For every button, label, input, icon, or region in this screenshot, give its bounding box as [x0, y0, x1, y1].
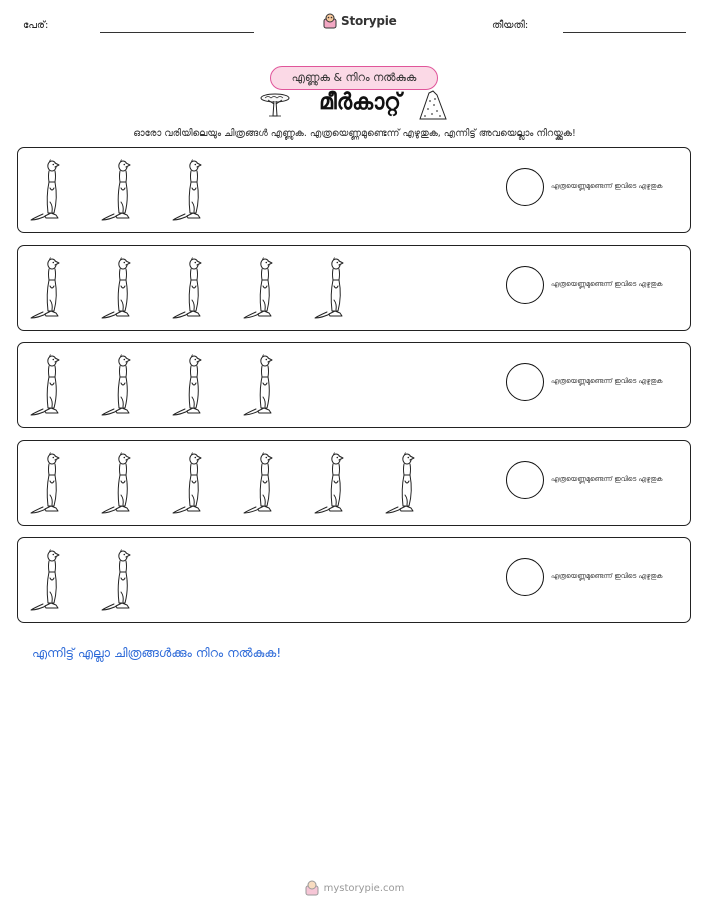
meerkat-icon — [99, 349, 170, 419]
meerkat-group — [28, 447, 454, 521]
brand-name: Storypie — [341, 14, 397, 28]
answer-hint: എത്രയെണ്ണമുണ്ടെന്ന് ഇവിടെ എഴുതുക — [551, 280, 663, 288]
answer-hint: എത്രയെണ്ണമുണ്ടെന്ന് ഇവിടെ എഴുതുക — [551, 475, 663, 483]
count-row-2 — [17, 245, 691, 331]
answer-hint: എത്രയെണ്ണമുണ്ടെന്ന് ഇവിടെ എഴുതുക — [551, 572, 663, 580]
meerkat-icon — [312, 252, 383, 322]
meerkat-group — [28, 252, 383, 326]
meerkat-icon — [28, 154, 99, 224]
meerkat-icon — [241, 447, 312, 517]
answer-circle[interactable] — [506, 266, 544, 304]
count-row-4 — [17, 440, 691, 526]
instructions: ഓരോ വരിയിലെയും ചിത്രങ്ങൾ എണ്ണുക. എത്രയെണ്ണമുണ്ടെന്ന് എഴുതുക, എന്നിട്ട് അവയെല്ലാം നിറയ്ക്കുക! — [133, 128, 576, 139]
meerkat-icon — [241, 252, 312, 322]
date-write-line[interactable] — [563, 32, 686, 33]
answer-circle[interactable] — [506, 558, 544, 596]
footer-url[interactable]: mystorypie.com — [323, 882, 405, 894]
count-row-5 — [17, 537, 691, 623]
meerkat-icon — [170, 447, 241, 517]
meerkat-group — [28, 154, 241, 228]
meerkat-icon — [312, 447, 383, 517]
answer-circle[interactable] — [506, 461, 544, 499]
meerkat-icon — [28, 252, 99, 322]
meerkat-icon — [28, 447, 99, 517]
brand — [323, 13, 397, 29]
storypie-logo-icon — [305, 880, 319, 896]
answer-circle[interactable] — [506, 168, 544, 206]
activity-badge: എണ്ണുക & നിറം നൽകുക — [270, 66, 438, 90]
meerkat-icon — [99, 252, 170, 322]
meerkat-icon — [241, 349, 312, 419]
answer-hint: എത്രയെണ്ണമുണ്ടെന്ന് ഇവിടെ എഴുതുക — [551, 377, 663, 385]
answer-circle[interactable] — [506, 363, 544, 401]
meerkat-group — [28, 349, 312, 423]
date-label: തീയതി: — [492, 20, 529, 31]
meerkat-icon — [383, 447, 454, 517]
meerkat-icon — [170, 252, 241, 322]
answer-hint: എത്രയെണ്ണമുണ്ടെന്ന് ഇവിടെ എഴുതുക — [551, 182, 663, 190]
page-title: മീർകാറ്റ് — [319, 90, 401, 115]
meerkat-icon — [99, 544, 170, 614]
meerkat-icon — [99, 154, 170, 224]
meerkat-group — [28, 544, 170, 618]
storypie-logo-icon — [323, 13, 337, 29]
meerkat-icon — [99, 447, 170, 517]
closing-instruction: എന്നിട്ട് എല്ലാ ചിത്രങ്ങൾക്കും നിറം നൽകുക! — [32, 645, 282, 660]
count-row-1 — [17, 147, 691, 233]
name-label: പേര്: — [23, 20, 49, 31]
count-row-3 — [17, 342, 691, 428]
meerkat-icon — [28, 544, 99, 614]
acacia-tree-icon — [259, 92, 291, 118]
meerkat-icon — [170, 154, 241, 224]
termite-mound-icon — [418, 89, 448, 121]
meerkat-icon — [28, 349, 99, 419]
meerkat-icon — [170, 349, 241, 419]
name-write-line[interactable] — [100, 32, 254, 33]
footer — [0, 880, 709, 896]
